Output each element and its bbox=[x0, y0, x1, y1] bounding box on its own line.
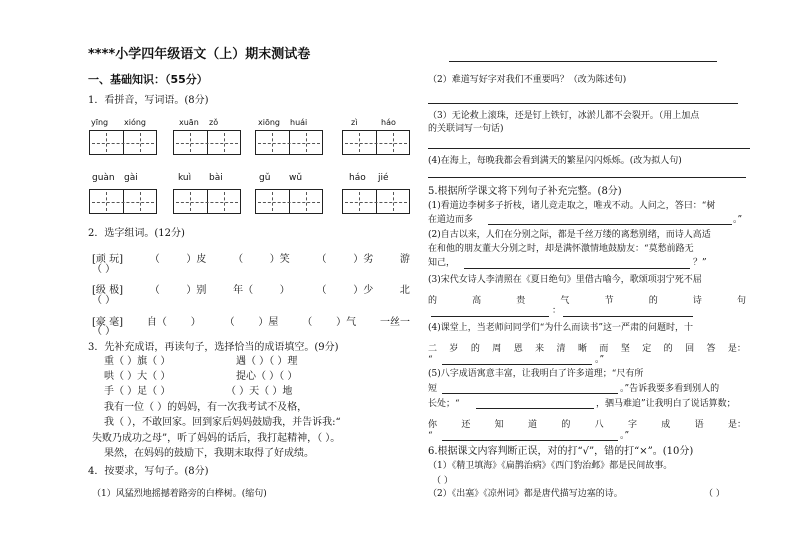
word: 的 bbox=[470, 344, 480, 354]
word: 的 bbox=[428, 296, 438, 306]
idiom-blank[interactable]: （ ）天（ ）地 bbox=[226, 386, 293, 397]
q4-item-3: （3）无论救上滚珠，还是钉上铁钉，冰淤儿都不会裂开。（用上加点 bbox=[428, 111, 700, 121]
word-part: ）气 bbox=[336, 317, 357, 328]
word: 的 bbox=[561, 420, 571, 430]
pinyin: xióng bbox=[124, 118, 146, 127]
pinyin: zǒ bbox=[209, 118, 219, 127]
word: 道 bbox=[527, 420, 537, 430]
idiom-blank[interactable]: 遇（ ）（ ）理 bbox=[236, 356, 298, 367]
pinyin: kuì bbox=[178, 173, 192, 183]
q2-line3 bbox=[92, 313, 410, 328]
idiom-blank[interactable]: 手（ ）足（ ） bbox=[104, 386, 171, 397]
word-part: 北 bbox=[399, 285, 410, 296]
page-title: ****小学四年级语文（上）期末测试卷 bbox=[88, 47, 311, 62]
pinyin: gài bbox=[124, 173, 138, 183]
pinyin: háo bbox=[349, 173, 366, 183]
blank[interactable]: （ ） bbox=[92, 295, 116, 306]
word-part: ）屋 bbox=[258, 317, 279, 328]
word: 的 bbox=[648, 296, 658, 306]
pinyin: xuān bbox=[179, 118, 199, 127]
blank[interactable]: （ bbox=[149, 285, 160, 296]
word: 恩 bbox=[513, 344, 523, 354]
q5-item-5: (5)八字成语寓意丰富，让我明白了许多道理；“尺有所 bbox=[428, 369, 644, 379]
word: 语 bbox=[694, 420, 704, 430]
tianzige-box[interactable] bbox=[89, 130, 157, 155]
word-part: ） bbox=[190, 317, 201, 328]
q6-item-1: （1）《精卫填海》《扁鹊治病》《西门豹治邺》都是民间故事。 bbox=[428, 461, 673, 471]
word: 八 bbox=[594, 420, 604, 430]
q3-passage: 我（ ），不敢回家。回到家后妈妈鼓励我，并告诉我:“ bbox=[104, 417, 341, 428]
blank[interactable]: （ bbox=[316, 254, 327, 265]
answer-line[interactable] bbox=[442, 364, 592, 365]
q3-passage: 我有一位（ ）的妈妈，有一次我考试不及格， bbox=[104, 402, 308, 413]
punct: “ bbox=[428, 431, 433, 441]
word: 定 bbox=[642, 344, 652, 354]
q6-answer-box[interactable]: （ ） bbox=[704, 489, 725, 499]
q5-item-3: (3)宋代女诗人李清照在《夏日绝句》里借古喻今，歌颂项羽宁死不屈 bbox=[428, 275, 702, 285]
answer-line[interactable] bbox=[428, 177, 746, 178]
idiom-blank[interactable]: 提心（ ）（ ） bbox=[236, 371, 298, 382]
q5-item-3-justified bbox=[428, 293, 746, 306]
word: 句 bbox=[736, 296, 746, 306]
q5-item-2: ？” bbox=[693, 258, 707, 268]
pinyin: zì bbox=[351, 118, 358, 127]
punct: 。” bbox=[620, 431, 630, 441]
word: 节 bbox=[604, 296, 614, 306]
idiom-blank[interactable]: 重（ ）旗（ ） bbox=[104, 356, 171, 367]
blank[interactable]: （ ） bbox=[92, 326, 116, 337]
q5-item-5: 。”告诉我要多看到别人的 bbox=[620, 384, 720, 394]
q4-item-3: 的关联词写一句话) bbox=[428, 124, 504, 134]
answer-line[interactable] bbox=[563, 316, 693, 317]
word-part: 一丝一 bbox=[380, 317, 410, 328]
char-pair: [顽 玩] bbox=[92, 254, 123, 265]
q4-item-2: （2）难道写好字对我们不重要吗？（改为陈述句) bbox=[428, 75, 627, 85]
word: 坚 bbox=[620, 344, 630, 354]
blank[interactable]: （ bbox=[149, 254, 160, 265]
word: 晰 bbox=[577, 344, 587, 354]
word: 高 bbox=[472, 296, 482, 306]
answer-line[interactable] bbox=[476, 408, 594, 409]
q2-label: 2．选字组词。(12分) bbox=[88, 228, 185, 239]
word: 还 bbox=[461, 420, 471, 430]
pinyin: wǔ bbox=[289, 173, 303, 183]
pinyin: bài bbox=[209, 173, 223, 183]
pinyin: huái bbox=[290, 118, 308, 127]
q4-item-1: （1）风猛烈地摇撼着路旁的白桦树。(缩句) bbox=[92, 489, 267, 499]
blank[interactable]: 自（ bbox=[146, 317, 167, 328]
word-part: ）劣 bbox=[353, 254, 374, 265]
tianzige-box[interactable] bbox=[173, 130, 241, 155]
punct: 。” bbox=[595, 355, 605, 365]
word: 是： bbox=[727, 344, 746, 354]
word: 而 bbox=[599, 344, 609, 354]
blank[interactable]: （ bbox=[233, 254, 244, 265]
q5-item-4-justified bbox=[428, 341, 746, 354]
q5-item-2: 知己， bbox=[428, 258, 456, 268]
word: 回 bbox=[685, 344, 695, 354]
q5-item-5: 短 bbox=[428, 384, 438, 394]
q2-line2 bbox=[92, 281, 410, 296]
answer-line[interactable] bbox=[464, 268, 690, 269]
q5-item-5: 长处；“ bbox=[428, 399, 460, 409]
word: 气 bbox=[560, 296, 570, 306]
tianzige-box[interactable] bbox=[342, 189, 410, 214]
q4-label: 4．按要求，写句子。(8分) bbox=[88, 466, 209, 477]
char-pair: [级 极] bbox=[92, 285, 123, 296]
q6-label: 6.根据课文内容判断正误，对的打“√”，错的打“×”。(10分) bbox=[428, 446, 694, 457]
q5-item-2: 在和他的朋友董大分别之时，却是满怀激情地鼓励友：“莫愁前路无 bbox=[428, 244, 694, 254]
tianzige-box[interactable] bbox=[89, 189, 157, 214]
q5-item-5-justified bbox=[428, 417, 746, 430]
q3-passage: 失败乃成功之母”，听了妈妈的话后，我打起精神，（ ）。 bbox=[92, 433, 341, 444]
tianzige-box[interactable] bbox=[342, 130, 410, 155]
q5-item-5: ，驷马难追”让我明白了说话算数； bbox=[596, 399, 736, 409]
word: 岁 bbox=[449, 344, 459, 354]
q6-answer-box[interactable]: （ ） bbox=[432, 476, 453, 486]
word: 你 bbox=[428, 420, 438, 430]
word: 字 bbox=[627, 420, 637, 430]
answer-line bbox=[449, 61, 717, 62]
pinyin: gǔ bbox=[259, 173, 271, 183]
q6-item-2: （2）《出塞》《凉州词》都是唐代描写边塞的诗。 bbox=[428, 489, 623, 499]
word-part: 游 bbox=[399, 254, 410, 265]
pinyin: yīng bbox=[91, 118, 109, 127]
answer-line[interactable] bbox=[428, 148, 750, 149]
answer-line[interactable] bbox=[442, 440, 618, 441]
blank[interactable]: 年（ bbox=[233, 285, 254, 296]
q3-passage: 果然，在妈妈的鼓励下，我期末取得了好成绩。 bbox=[104, 448, 314, 459]
blank[interactable]: （ ） bbox=[92, 264, 116, 275]
blank[interactable]: （ bbox=[224, 317, 235, 328]
word: 诗 bbox=[692, 296, 702, 306]
q1-label: 1．看拼音，写词语。(8分) bbox=[88, 95, 209, 106]
tianzige-box[interactable] bbox=[173, 189, 241, 214]
char-pair: [豪 毫] bbox=[92, 317, 123, 328]
word-part: ）皮 bbox=[186, 254, 207, 265]
punct: “ bbox=[428, 355, 433, 365]
word: 清 bbox=[556, 344, 566, 354]
blank[interactable]: （ bbox=[316, 285, 327, 296]
word: 成 bbox=[661, 420, 671, 430]
word-part: ）别 bbox=[186, 285, 207, 296]
tianzige-box[interactable] bbox=[255, 130, 323, 155]
section-heading-basic: 一、基础知识：（55分） bbox=[88, 73, 208, 86]
q4-item-4: (4)在海上，每晚我都会看到满天的繁星闪闪烁烁。(改为拟人句) bbox=[428, 156, 682, 166]
q5-label: 5.根据所学课文将下列句子补充完整。(8分) bbox=[428, 186, 622, 197]
pinyin: háo bbox=[381, 118, 396, 127]
word: 答 bbox=[706, 344, 716, 354]
word: 知 bbox=[494, 420, 504, 430]
pinyin: xiōng bbox=[258, 118, 280, 127]
word: 来 bbox=[535, 344, 545, 354]
blank[interactable]: （ bbox=[302, 317, 313, 328]
q5-item-1: 。” bbox=[733, 215, 743, 225]
word: 二 bbox=[428, 344, 438, 354]
tianzige-box[interactable] bbox=[255, 189, 323, 214]
answer-line[interactable] bbox=[488, 224, 732, 225]
word: 周 bbox=[492, 344, 502, 354]
q5-item-2: (2)自古以来，人们在分别之际，都是千丝万缕的离愁别绪，而诗人高适 bbox=[428, 230, 711, 240]
answer-line[interactable] bbox=[442, 393, 618, 394]
word: 贵 bbox=[516, 296, 526, 306]
pinyin: guàn bbox=[92, 173, 115, 183]
answer-line[interactable] bbox=[428, 103, 738, 104]
q5-item-1: (1)看道边李树多子折枝，诸儿竞走取之，唯戎不动。人问之，答曰：“树 bbox=[428, 201, 716, 211]
pinyin: jié bbox=[378, 173, 389, 183]
punct: ： bbox=[552, 306, 562, 316]
idiom-blank[interactable]: 哄（ ）大（ ） bbox=[104, 371, 171, 382]
word: 的 bbox=[663, 344, 673, 354]
word: 是： bbox=[727, 420, 746, 430]
q3-label: 3．先补充成语，再读句子，选择恰当的成语填空。(9分) bbox=[88, 342, 339, 353]
q5-item-1: 在道边而多 bbox=[428, 215, 474, 225]
q5-item-4: (4)课堂上，当老师问同学们“为什么而读书”这一严肃的问题时，十 bbox=[428, 323, 693, 333]
word-part: ）笑 bbox=[269, 254, 290, 265]
answer-line[interactable] bbox=[431, 316, 549, 317]
word-part: ） bbox=[279, 285, 290, 296]
word-part: ）少 bbox=[353, 285, 374, 296]
q2-line1 bbox=[92, 250, 410, 265]
